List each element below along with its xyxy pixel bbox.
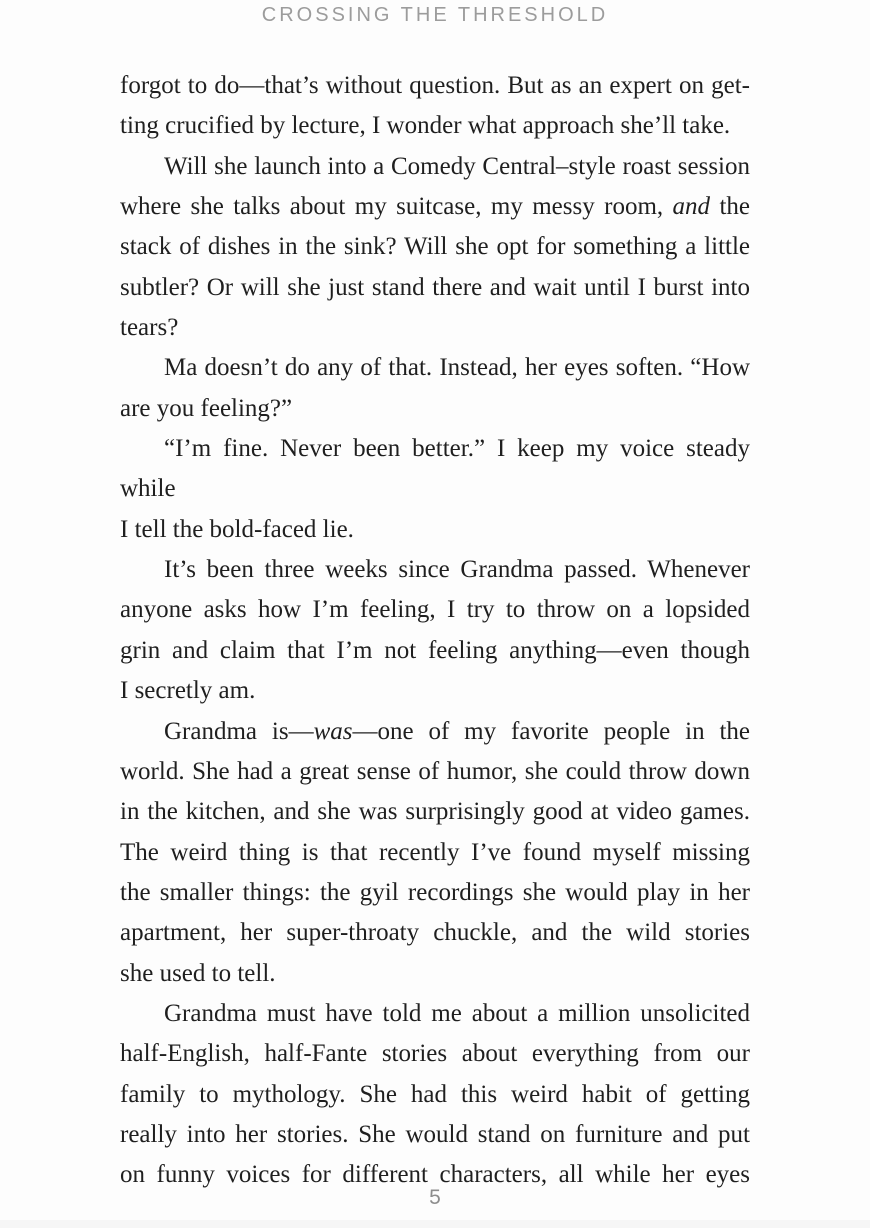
text-line: I secretly am. [120,677,256,705]
text-line: family to mythology. She had this weird habit of getting [120,1080,750,1108]
text-line: world. She had a great sense of humor, she could throw down [120,757,750,785]
text-line: It’s been three weeks since Grandma passed. Whenever [164,556,750,584]
text-line: on funny voices for different characters, all while her eyes [120,1161,750,1189]
text-line: she used to tell. [120,959,276,987]
text-line: really into her stories. She would stand on furniture and put [120,1120,750,1148]
page-body [120,66,750,1196]
running-header: CROSSING THE THRESHOLD [261,4,609,26]
text-line: Grandma is—was—one of my favorite people in the [164,717,750,745]
text-line: subtler? Or will she just stand there and wait until I burst into [120,273,750,301]
text-line: anyone asks how I’m feeling, I try to throw on a lopsided [120,596,750,624]
text-line: Ma doesn’t do any of that. Instead, her eyes soften. “How [164,354,750,382]
text-line: stack of dishes in the sink? Will she opt for something a little [120,233,750,261]
text-line: ting crucified by lecture, I wonder what approach she’ll take. [120,112,731,140]
text-line: half-English, half-Fante stories about everything from our [120,1040,750,1068]
text-line: tears? [120,314,179,342]
page-bottom-edge [0,1220,870,1228]
text-line: grin and claim that I’m not feeling anything—even though [120,636,750,664]
text-line: Grandma must have told me about a million unsolicited [164,999,750,1027]
text-line: apartment, her super-throaty chuckle, and the wild stories [120,919,750,947]
text-line: in the kitchen, and she was surprisingly good at video games. [120,798,750,826]
text-line: the smaller things: the gyil recordings she would play in her [120,878,750,906]
page-number: 5 [429,1186,441,1209]
text-line: “I’m fine. Never been better.” I keep my voice steady while [120,435,750,503]
text-line: forgot to do—that’s without question. But as an expert on get- [120,72,750,99]
text-line: I tell the bold-faced lie. [120,515,354,543]
text-line: where she talks about my suitcase, my messy room, and the [120,193,750,221]
text-line: The weird thing is that recently I’ve found myself missing [120,838,750,866]
text-line: Will she launch into a Comedy Central–style roast session [164,152,750,180]
text-line: are you feeling?” [120,394,293,422]
